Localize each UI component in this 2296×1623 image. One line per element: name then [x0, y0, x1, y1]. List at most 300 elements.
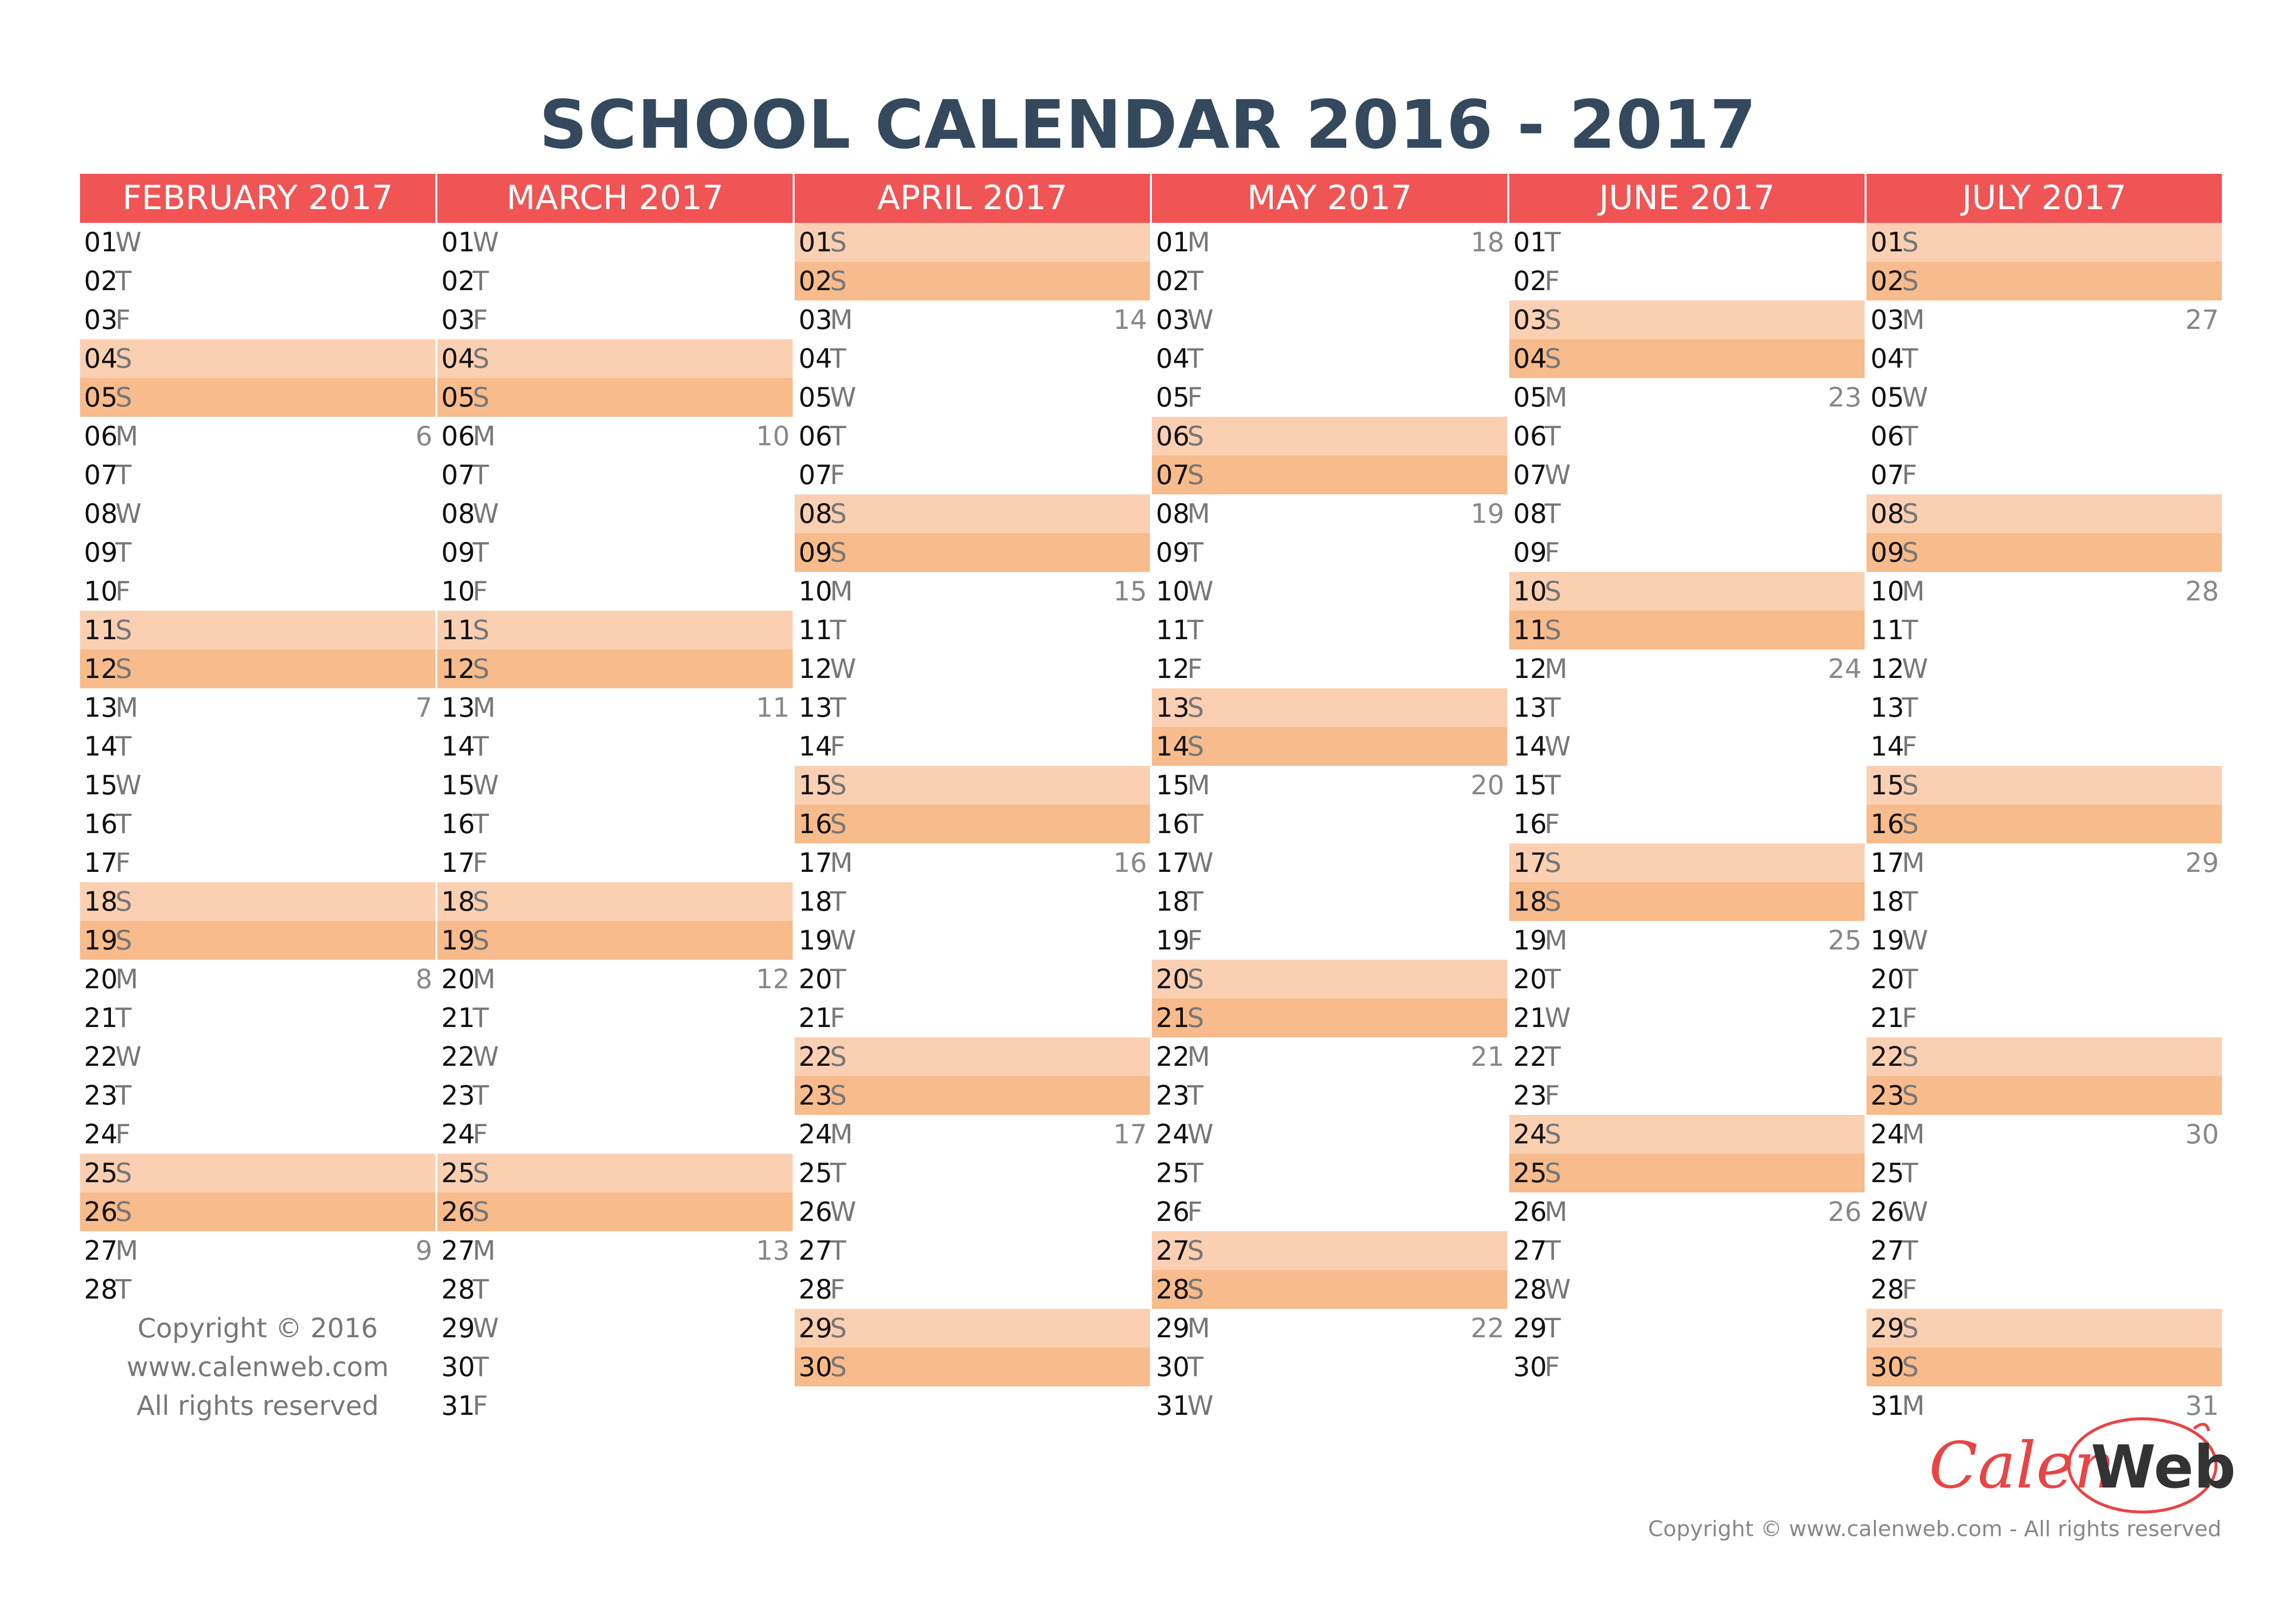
- day-row: [437, 378, 793, 417]
- day-row: [795, 1192, 1150, 1231]
- day-number: 31: [1156, 1390, 1190, 1421]
- day-number: 09: [84, 537, 118, 568]
- week-number: 17: [1113, 1119, 1147, 1150]
- weekday-letter: S: [830, 770, 847, 801]
- day-number: 03: [441, 304, 475, 335]
- day-number: 26: [1156, 1196, 1190, 1227]
- day-row: [437, 339, 793, 378]
- day-number: 10: [1156, 576, 1190, 607]
- day-row: [795, 805, 1150, 843]
- day-row: [795, 1270, 1150, 1309]
- day-number: 23: [441, 1080, 475, 1111]
- day-number: 31: [1870, 1390, 1904, 1421]
- weekday-letter: F: [1545, 1352, 1560, 1382]
- week-number: 22: [1470, 1313, 1504, 1344]
- day-number: 15: [84, 770, 118, 801]
- weekday-letter: W: [115, 770, 142, 801]
- weekday-letter: S: [1545, 886, 1562, 917]
- day-row: [795, 921, 1150, 960]
- day-number: 26: [1870, 1196, 1904, 1227]
- day-number: 09: [799, 537, 832, 568]
- week-number: 31: [2185, 1390, 2219, 1421]
- day-row: [1152, 456, 1507, 494]
- day-row: [1509, 1270, 1865, 1309]
- day-row: [1509, 339, 1865, 378]
- day-number: 07: [1870, 460, 1904, 490]
- day-row: [80, 262, 435, 300]
- day-row: [80, 843, 435, 882]
- day-row: [1152, 882, 1507, 921]
- day-row: [1867, 999, 2222, 1037]
- weekday-letter: T: [115, 1002, 132, 1033]
- day-row: [1867, 300, 2222, 339]
- day-row: [437, 262, 793, 300]
- day-row: [1867, 339, 2222, 378]
- weekday-letter: W: [830, 382, 856, 413]
- weekday-letter: S: [115, 1158, 133, 1189]
- day-row: [80, 1192, 435, 1231]
- weekday-letter: M: [1902, 1390, 1925, 1421]
- day-number: 17: [1870, 847, 1904, 878]
- day-row: [1509, 1154, 1865, 1192]
- weekday-letter: W: [1545, 1274, 1571, 1305]
- day-number: 26: [799, 1196, 832, 1227]
- weekday-letter: S: [830, 1352, 847, 1382]
- weekday-letter: F: [1545, 1080, 1560, 1111]
- weekday-letter: W: [1902, 1196, 1928, 1227]
- day-row: [80, 223, 435, 262]
- day-row: [1509, 611, 1865, 649]
- day-row: [1867, 417, 2222, 456]
- weekday-letter: F: [830, 1002, 846, 1033]
- weekday-letter: F: [473, 304, 488, 335]
- day-number: 25: [799, 1158, 832, 1189]
- day-number: 08: [441, 498, 475, 529]
- weekday-letter: S: [1545, 1158, 1562, 1189]
- weekday-letter: S: [830, 266, 847, 297]
- day-number: 26: [84, 1196, 118, 1227]
- day-row: [80, 417, 435, 456]
- weekday-letter: T: [1187, 886, 1203, 917]
- day-number: 05: [1156, 382, 1190, 413]
- day-row: [1152, 300, 1507, 339]
- weekday-letter: T: [1902, 1158, 1918, 1189]
- day-row: [795, 262, 1150, 300]
- day-number: 22: [441, 1041, 475, 1072]
- weekday-letter: M: [830, 847, 853, 878]
- day-number: 06: [441, 421, 475, 452]
- weekday-letter: W: [830, 1196, 856, 1227]
- day-row: [437, 805, 793, 843]
- day-row: [1152, 999, 1507, 1037]
- day-number: 04: [1156, 343, 1190, 374]
- day-row: [437, 766, 793, 805]
- weekday-letter: T: [1187, 343, 1203, 374]
- footer-copyright: Copyright © www.calenweb.com - All rights reserved: [1648, 1516, 2221, 1542]
- weekday-letter: S: [115, 1196, 133, 1227]
- weekday-letter: T: [1902, 886, 1918, 917]
- day-number: 03: [799, 304, 832, 335]
- weekday-letter: T: [830, 886, 846, 917]
- day-row: [437, 1270, 793, 1309]
- weekday-letter: S: [830, 1313, 847, 1344]
- day-number: 11: [799, 615, 832, 646]
- day-number: 08: [1870, 498, 1904, 529]
- weekday-letter: F: [115, 847, 131, 878]
- weekday-letter: W: [1187, 1119, 1214, 1150]
- day-row: [1509, 494, 1865, 533]
- day-number: 18: [1513, 886, 1547, 917]
- day-row: [1509, 378, 1865, 417]
- day-number: 15: [1513, 770, 1547, 801]
- day-row: [1509, 688, 1865, 727]
- month-column: [1152, 174, 1507, 1425]
- day-list: [80, 223, 435, 1309]
- day-number: 07: [84, 460, 118, 490]
- day-number: 03: [1156, 304, 1190, 335]
- day-number: 19: [84, 925, 118, 956]
- weekday-letter: M: [1187, 1313, 1210, 1344]
- day-row: [80, 1037, 435, 1076]
- weekday-letter: S: [115, 925, 133, 956]
- weekday-letter: T: [830, 1235, 846, 1266]
- day-row: [1867, 611, 2222, 649]
- day-number: 21: [84, 1002, 118, 1033]
- weekday-letter: T: [115, 731, 132, 762]
- day-list: [795, 223, 1150, 1386]
- day-row: [1509, 960, 1865, 999]
- weekday-letter: T: [1545, 1041, 1561, 1072]
- day-number: 07: [441, 460, 475, 490]
- weekday-letter: S: [473, 1196, 490, 1227]
- day-number: 24: [441, 1119, 475, 1150]
- day-number: 16: [1870, 809, 1904, 839]
- day-row: [1152, 960, 1507, 999]
- weekday-letter: S: [1902, 537, 1919, 568]
- weekday-letter: S: [1902, 498, 1919, 529]
- weekday-letter: F: [1902, 460, 1918, 490]
- day-number: 02: [84, 266, 118, 297]
- day-number: 02: [441, 266, 475, 297]
- day-row: [1152, 1115, 1507, 1154]
- weekday-letter: W: [1187, 847, 1214, 878]
- weekday-letter: T: [1902, 615, 1918, 646]
- day-row: [437, 921, 793, 960]
- weekday-letter: M: [830, 1119, 853, 1150]
- day-number: 23: [799, 1080, 832, 1111]
- day-number: 30: [1156, 1352, 1190, 1382]
- day-number: 25: [441, 1158, 475, 1189]
- week-number: 25: [1828, 925, 1862, 956]
- day-row: [1152, 1386, 1507, 1425]
- week-number: 16: [1113, 847, 1147, 878]
- day-row: [1152, 1192, 1507, 1231]
- day-number: 11: [1156, 615, 1190, 646]
- weekday-letter: T: [830, 421, 846, 452]
- day-row: [1152, 1076, 1507, 1115]
- weekday-letter: M: [473, 1235, 496, 1266]
- copyright-line: Copyright © 2016: [137, 1313, 378, 1344]
- weekday-letter: S: [1187, 1274, 1204, 1305]
- weekday-letter: T: [473, 1274, 489, 1305]
- day-number: 08: [1513, 498, 1547, 529]
- day-row: [795, 766, 1150, 805]
- day-number: 21: [441, 1002, 475, 1033]
- day-row: [1867, 882, 2222, 921]
- weekday-letter: W: [473, 227, 499, 258]
- weekday-letter: F: [1187, 653, 1203, 684]
- day-row: [795, 494, 1150, 533]
- day-row: [80, 727, 435, 766]
- day-number: 05: [799, 382, 832, 413]
- weekday-letter: T: [1902, 964, 1918, 995]
- day-number: 13: [84, 692, 118, 723]
- day-row: [437, 572, 793, 611]
- day-row: [1867, 766, 2222, 805]
- weekday-letter: M: [1187, 770, 1210, 801]
- page-title: SCHOOL CALENDAR 2016 - 2017: [539, 86, 1757, 164]
- day-number: 05: [1870, 382, 1904, 413]
- day-number: 27: [799, 1235, 832, 1266]
- day-number: 05: [1513, 382, 1547, 413]
- weekday-letter: S: [1545, 576, 1562, 607]
- day-row: [437, 960, 793, 999]
- day-row: [437, 1231, 793, 1270]
- logo-text-web: Web: [2091, 1434, 2236, 1502]
- weekday-letter: S: [1187, 421, 1204, 452]
- weekday-letter: M: [830, 304, 853, 335]
- day-row: [795, 960, 1150, 999]
- weekday-letter: S: [473, 343, 490, 374]
- weekday-letter: T: [830, 343, 846, 374]
- day-number: 19: [799, 925, 832, 956]
- weekday-letter: T: [1187, 1352, 1203, 1382]
- day-list: [1867, 223, 2222, 1425]
- weekday-letter: T: [1187, 809, 1203, 839]
- month-column: [795, 174, 1150, 1386]
- day-row: [1152, 339, 1507, 378]
- day-row: [1867, 688, 2222, 727]
- day-number: 08: [799, 498, 832, 529]
- day-number: 19: [441, 925, 475, 956]
- day-number: 10: [1870, 576, 1904, 607]
- day-row: [1867, 456, 2222, 494]
- week-number: 18: [1470, 227, 1504, 258]
- day-number: 28: [441, 1274, 475, 1305]
- weekday-letter: F: [115, 576, 131, 607]
- weekday-letter: W: [830, 925, 856, 956]
- weekday-letter: T: [473, 809, 489, 839]
- month-column: [1867, 174, 2222, 1425]
- day-number: 11: [84, 615, 118, 646]
- day-number: 29: [1156, 1313, 1190, 1344]
- weekday-letter: F: [1902, 1002, 1918, 1033]
- day-number: 16: [799, 809, 832, 839]
- day-row: [795, 339, 1150, 378]
- weekday-letter: S: [1902, 1352, 1919, 1382]
- weekday-letter: T: [473, 266, 489, 297]
- day-row: [80, 882, 435, 921]
- weekday-letter: W: [473, 770, 499, 801]
- day-row: [437, 533, 793, 572]
- day-number: 04: [1870, 343, 1904, 374]
- calenweb-logo: [1919, 1414, 2236, 1522]
- day-row: [80, 766, 435, 805]
- week-number: 27: [2185, 304, 2219, 335]
- day-row: [795, 999, 1150, 1037]
- day-number: 20: [1870, 964, 1904, 995]
- weekday-letter: T: [115, 809, 132, 839]
- day-row: [1867, 1115, 2222, 1154]
- weekday-letter: F: [1545, 809, 1560, 839]
- weekday-letter: T: [1187, 1158, 1203, 1189]
- weekday-letter: M: [1187, 1041, 1210, 1072]
- day-number: 03: [84, 304, 118, 335]
- day-number: 27: [441, 1235, 475, 1266]
- day-row: [1509, 1076, 1865, 1115]
- day-row: [80, 533, 435, 572]
- day-number: 15: [441, 770, 475, 801]
- weekday-letter: S: [830, 227, 847, 258]
- weekday-letter: M: [473, 964, 496, 995]
- day-number: 28: [1513, 1274, 1547, 1305]
- day-number: 25: [1870, 1158, 1904, 1189]
- day-number: 25: [1156, 1158, 1190, 1189]
- weekday-letter: S: [473, 1158, 490, 1189]
- day-number: 24: [1513, 1119, 1547, 1150]
- day-row: [437, 611, 793, 649]
- day-number: 05: [84, 382, 118, 413]
- day-number: 04: [441, 343, 475, 374]
- day-row: [437, 1309, 793, 1348]
- day-row: [795, 1076, 1150, 1115]
- day-row: [1509, 1115, 1865, 1154]
- weekday-letter: W: [473, 1313, 499, 1344]
- day-number: 11: [1870, 615, 1904, 646]
- weekday-letter: S: [1902, 770, 1919, 801]
- week-number: 6: [415, 421, 432, 452]
- day-number: 30: [441, 1352, 475, 1382]
- day-row: [1152, 1309, 1507, 1348]
- weekday-letter: M: [1902, 847, 1925, 878]
- day-number: 16: [441, 809, 475, 839]
- day-row: [1152, 223, 1507, 262]
- day-number: 20: [84, 964, 118, 995]
- day-row: [795, 1037, 1150, 1076]
- weekday-letter: W: [1902, 925, 1928, 956]
- day-row: [1509, 805, 1865, 843]
- day-row: [437, 999, 793, 1037]
- day-row: [1152, 1154, 1507, 1192]
- day-row: [437, 1076, 793, 1115]
- day-number: 07: [1513, 460, 1547, 490]
- weekday-letter: S: [115, 382, 133, 413]
- weekday-letter: M: [115, 1235, 138, 1266]
- weekday-letter: M: [1545, 1196, 1568, 1227]
- day-row: [1152, 262, 1507, 300]
- weekday-letter: W: [115, 227, 142, 258]
- weekday-letter: M: [473, 692, 496, 723]
- day-row: [1509, 1192, 1865, 1231]
- day-number: 26: [1513, 1196, 1547, 1227]
- weekday-letter: S: [115, 615, 133, 646]
- day-number: 09: [1513, 537, 1547, 568]
- day-row: [1152, 378, 1507, 417]
- weekday-letter: T: [473, 460, 489, 490]
- day-row: [1509, 262, 1865, 300]
- weekday-letter: W: [1545, 1002, 1571, 1033]
- day-row: [1867, 649, 2222, 688]
- weekday-letter: W: [1902, 382, 1928, 413]
- weekday-letter: W: [1187, 304, 1214, 335]
- day-row: [437, 494, 793, 533]
- week-number: 8: [415, 964, 432, 995]
- weekday-letter: T: [1545, 1235, 1561, 1266]
- weekday-letter: T: [830, 692, 846, 723]
- day-row: [1867, 533, 2222, 572]
- day-number: 19: [1156, 925, 1190, 956]
- website-line: www.calenweb.com: [126, 1352, 389, 1382]
- week-number: 10: [756, 421, 790, 452]
- weekday-letter: S: [473, 615, 490, 646]
- day-row: [1152, 417, 1507, 456]
- day-number: 18: [441, 886, 475, 917]
- day-number: 24: [1156, 1119, 1190, 1150]
- weekday-letter: S: [1187, 964, 1204, 995]
- weekday-letter: S: [1902, 227, 1919, 258]
- weekday-letter: T: [473, 537, 489, 568]
- day-number: 22: [799, 1041, 832, 1072]
- day-number: 28: [84, 1274, 118, 1305]
- weekday-letter: T: [1902, 692, 1918, 723]
- day-number: 28: [1870, 1274, 1904, 1305]
- weekday-letter: T: [1902, 421, 1918, 452]
- day-row: [795, 1115, 1150, 1154]
- week-number: 14: [1113, 304, 1147, 335]
- weekday-letter: F: [1187, 382, 1203, 413]
- day-row: [80, 572, 435, 611]
- month-header: MAY 2017: [1152, 174, 1507, 223]
- day-number: 02: [799, 266, 832, 297]
- weekday-letter: S: [1545, 847, 1562, 878]
- weekday-letter: T: [1187, 266, 1203, 297]
- weekday-letter: S: [1187, 1002, 1204, 1033]
- weekday-letter: S: [1902, 1080, 1919, 1111]
- day-row: [80, 688, 435, 727]
- day-row: [1867, 960, 2222, 999]
- week-number: 26: [1828, 1196, 1862, 1227]
- day-number: 24: [799, 1119, 832, 1150]
- weekday-letter: T: [473, 1352, 489, 1382]
- day-row: [1152, 921, 1507, 960]
- day-row: [1152, 611, 1507, 649]
- day-number: 10: [84, 576, 118, 607]
- day-row: [437, 1115, 793, 1154]
- day-number: 10: [799, 576, 832, 607]
- day-list: [1152, 223, 1507, 1425]
- day-number: 01: [1513, 227, 1547, 258]
- weekday-letter: M: [1902, 1119, 1925, 1150]
- day-row: [1509, 727, 1865, 766]
- day-row: [80, 300, 435, 339]
- weekday-letter: S: [473, 925, 490, 956]
- calendar-grid: [80, 174, 2224, 1431]
- day-number: 12: [1870, 653, 1904, 684]
- week-number: 30: [2185, 1119, 2219, 1150]
- weekday-letter: M: [1545, 925, 1568, 956]
- day-number: 02: [1156, 266, 1190, 297]
- day-number: 18: [799, 886, 832, 917]
